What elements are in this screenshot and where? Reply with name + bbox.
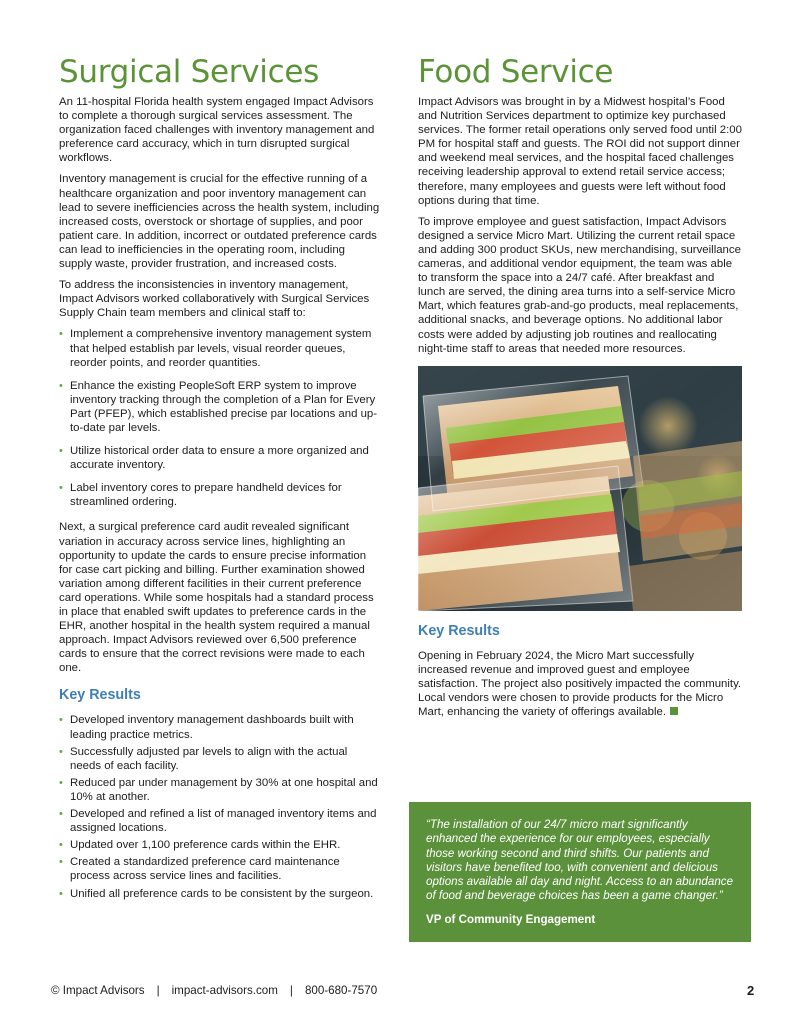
bullet-icon: • <box>59 887 63 900</box>
surgical-key-results-list <box>59 713 381 900</box>
list-item <box>59 776 381 804</box>
list-item <box>59 807 381 835</box>
list-item <box>59 855 381 883</box>
approach-paragraph: To address the inconsistencies in inventory management, Impact Advisors worked collaboratively with Surgical Services Supply Chain team members and clinical staff to: <box>59 279 370 320</box>
footer-phone: 800-680-7570 <box>304 984 378 997</box>
bullet-icon: • <box>59 328 63 341</box>
list-item <box>59 838 381 852</box>
list-item-text: Reduced par under management by 30% at one hospital and 10% at another. <box>70 776 378 803</box>
bullet-icon: • <box>59 839 63 852</box>
testimonial-quote: “The installation of our 24/7 micro mart significantly enhanced the experience for our employees, especially those working second and third shifts. Our patients and visitors have benefited too, with convenient and delicious options available all day and night. Access to an abundance of food and beverage choices has been a game changer.” <box>426 818 734 903</box>
surgical-key-results-heading: Key Results <box>59 687 141 704</box>
page-number: 2 <box>747 983 755 998</box>
food-key-results-heading: Key Results <box>418 622 500 639</box>
footer-separator: | <box>156 984 160 997</box>
list-item <box>59 745 381 773</box>
list-item <box>59 481 381 509</box>
approach-bullet-list <box>59 327 381 509</box>
list-item-text: Created a standardized preference card maintenance process across service lines and facilities. <box>70 856 340 883</box>
list-item <box>59 327 381 369</box>
bullet-icon: • <box>59 379 63 392</box>
list-item-text: Unified all preference cards to be consistent by the surgeon. <box>70 887 374 900</box>
bullet-icon: • <box>59 776 63 789</box>
list-item-text: Implement a comprehensive inventory management system that helped establish par levels, visual reorder queues, reorder points, and reorder quantities. <box>70 328 372 369</box>
list-item <box>59 887 381 901</box>
list-item-text: Updated over 1,100 preference cards within the EHR. <box>70 839 341 852</box>
preference-card-paragraph: Next, a surgical preference card audit revealed significant variation in accuracy across service lines, highlighting an opportunity to update the cards to ensure precise information for case cart picking and billing. Further examination showed variation among different facilities in their current preference card operations. While some hospitals had a standard process in place that enabled swift updates to preference cards in the EHR, another hospital in the health system required a manual approach. Impact Advisors reviewed over 6,500 preference cards to ensure that the correct revisions were made to each one. <box>59 521 374 675</box>
testimonial-source: VP of Community Engagement <box>426 912 596 926</box>
footer-copyright: © Impact Advisors <box>51 984 145 997</box>
list-item <box>59 379 381 435</box>
inventory-paragraph: Inventory management is crucial for the effective running of a healthcare organization and poor inventory management can lead to severe inefficiencies across the health system, including increased costs, overstock or shortage of supplies, and poor patient care. In addition, incorrect or outdated preference cards can lead to inefficiencies in the operating room, including supply waste, provider frustration, and increased costs. <box>59 173 380 271</box>
list-item-text: Label inventory cores to prepare handheld devices for streamlined ordering. <box>70 482 342 509</box>
list-item-text: Successfully adjusted par levels to align with the actual needs of each facility. <box>70 745 348 772</box>
sandwiches-photo <box>418 366 742 611</box>
list-item <box>59 444 381 472</box>
end-mark-icon <box>670 707 678 715</box>
bullet-icon: • <box>59 714 63 727</box>
list-item-text: Utilize historical order data to ensure a more organized and accurate inventory. <box>70 445 369 472</box>
page-footer <box>51 984 377 997</box>
food-intro-paragraph: Impact Advisors was brought in by a Midwest hospital’s Food and Nutrition Services department to optimize key purchased services. The former retail operations only served food until 2:00 PM for hospital staff and guests. The ROI did not support dinner and weekend meal services, and the hospital faced challenges receiving leadership approval to extend retail service access; therefore, many employees and guests were left without food options during that time. <box>418 96 742 207</box>
surgical-intro-paragraph: An 11-hospital Florida health system engaged Impact Advisors to complete a thorough surgical services assessment. The organization faced challenges with inventory management and preference card accuracy, which in turn disrupted surgical workflows. <box>59 96 375 165</box>
bullet-icon: • <box>59 445 63 458</box>
footer-website-link[interactable]: impact-advisors.com <box>171 984 278 997</box>
bullet-icon: • <box>59 808 63 821</box>
list-item-text: Enhance the existing PeopleSoft ERP system to improve inventory tracking through the completion of a Plan for Every Part (PFEP), which established precise par locations and up-to-date par levels. <box>70 379 378 434</box>
bullet-icon: • <box>59 745 63 758</box>
surgical-services-title: Surgical Services <box>59 54 319 90</box>
list-item <box>59 713 381 741</box>
micro-mart-paragraph: To improve employee and guest satisfaction, Impact Advisors designed a service Micro Mart. Utilizing the current retail space and adding 300 product SKUs, new merchandising, surveillance cameras, and additional vendor equipment, the team was able to transform the space into a 24/7 café. After breakfast and lunch are served, the dining area turns into a self-service Micro Mart, which features grab-and-go products, meal replacements, additional snacks, and beverage options. No additional labor costs were added by adjusting job routines and reallocating night-time staff to areas that needed more resources. <box>418 215 741 355</box>
bullet-icon: • <box>59 856 63 869</box>
food-key-results-text: Opening in February 2024, the Micro Mart successfully increased revenue and improved guest and employee satisfaction. The project also positively impacted the community. Local vendors were chosen to provide products for the Micro Mart, enhancing the variety of offerings available. <box>418 649 742 719</box>
food-service-title: Food Service <box>418 54 614 90</box>
sandwich-display-image <box>418 366 742 611</box>
food-service-column <box>418 52 742 726</box>
bullet-icon: • <box>59 482 63 495</box>
list-item-text: Developed and refined a list of managed inventory items and assigned locations. <box>70 808 377 835</box>
footer-separator: | <box>289 984 293 997</box>
list-item-text: Developed inventory management dashboards built with leading practice metrics. <box>70 714 354 741</box>
surgical-services-column <box>59 52 381 912</box>
testimonial-quote-box <box>409 802 751 942</box>
food-key-results-paragraph <box>418 649 742 719</box>
